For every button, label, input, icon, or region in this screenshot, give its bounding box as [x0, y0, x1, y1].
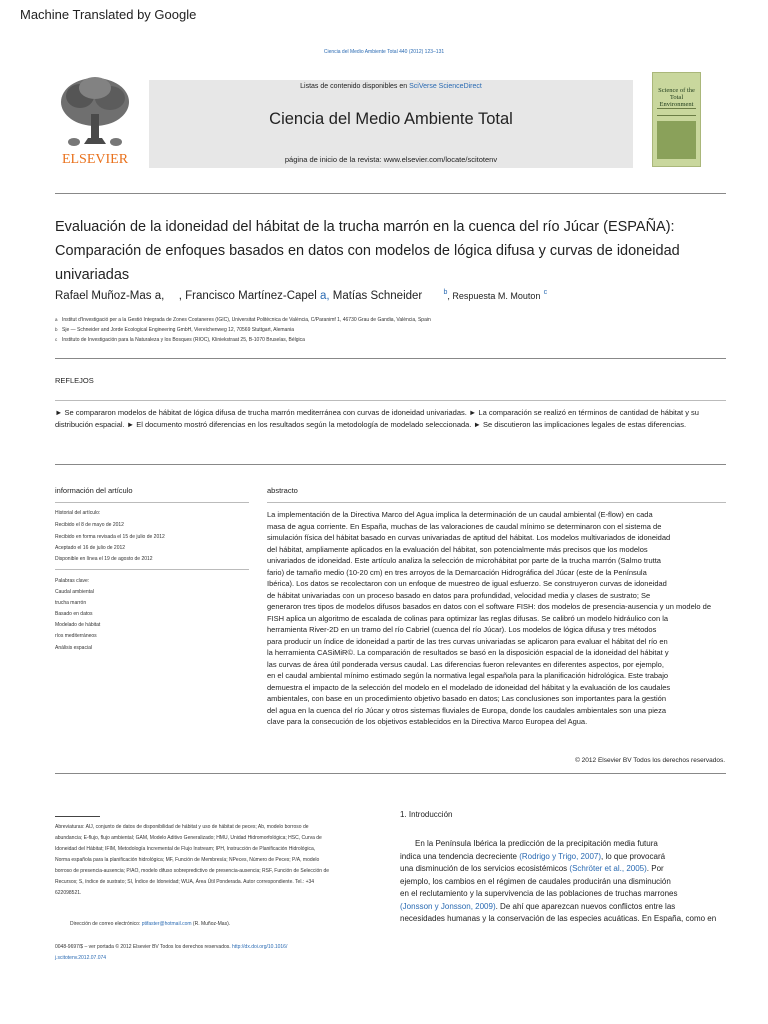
history-label: Historial del artículo:: [55, 510, 101, 516]
author-2-affiliation[interactable]: a,: [319, 289, 330, 302]
author-email-link[interactable]: ptifaster@hotmail.com: [141, 921, 192, 927]
author-3: Matías Schneider: [332, 289, 423, 302]
machine-translated-banner: Machine Translated by Google: [20, 7, 197, 22]
affiliation: c Instituto de Investigación para la Naturaleza y los Bosques (RIOC), Kliniekstraat 25, B-1070 Bruselas, Bélgica: [55, 337, 305, 343]
keyword: trucha marrón: [55, 600, 87, 606]
keywords-label: Palabras clave:: [55, 578, 90, 584]
article-title: Evaluación de la idoneidad del hábitat de la trucha marrón en la cuenca del río Júcar (ESPAÑA): Comparación de enfoques basados en datos con modelos de lógica difusa y curvas de idoneidad univariadas: [55, 219, 680, 283]
cover-image: [657, 121, 696, 159]
info-divider: [55, 502, 249, 503]
author-4-affiliation[interactable]: c: [543, 289, 548, 296]
affiliation: b Sje — Schneider and Jorde Ecological Engineering GmbH, Viereichenweg 12, 70569 Stuttgart, Alemania: [55, 327, 294, 333]
highlights-heading: REFLEJOS: [55, 376, 94, 385]
affiliation-divider: [55, 358, 726, 359]
history-item: Aceptado el 16 de julio de 2012: [55, 545, 126, 551]
history-item: Recibido el 8 de mayo de 2012: [55, 522, 124, 528]
journal-cover-thumbnail: [652, 72, 701, 167]
reference-link[interactable]: (Rodrigo y Trigo, 2007): [519, 851, 602, 861]
header-divider: [55, 193, 726, 194]
author-1: Rafael Muñoz-Mas a,: [55, 289, 165, 302]
doi-link[interactable]: http://dx.doi.org/10.1016/: [232, 944, 288, 950]
abstract-heading: abstracto: [267, 486, 298, 495]
author-list: [55, 289, 547, 302]
history-item: Disponible en línea el 19 de agosto de 2012: [55, 556, 153, 562]
author-4: , Respuesta M. Mouton: [447, 290, 541, 301]
abstract-divider: [267, 502, 726, 503]
keyword: Análisis espacial: [55, 645, 92, 651]
doi-footnote: 0048-9697/$ – ver portada © 2012 Elsevier BV Todos los derechos reservados. http://dx.doi.org/10.1016/ j.scitotenv.2012.07.074: [55, 944, 288, 961]
footnote-divider: [55, 816, 100, 817]
section-divider: [55, 464, 726, 465]
doi-link-continued[interactable]: j.scitotenv.2012.07.074: [55, 955, 107, 961]
keyword: ríos mediterráneos: [55, 633, 97, 639]
journal-homepage[interactable]: página de inicio de la revista: www.elsevier.com/locate/scitotenv: [284, 155, 498, 164]
journal-citation[interactable]: Ciencia del Medio Ambiente Total 440 (2012) 123–131: [323, 49, 445, 55]
email-footnote: Dirección de correo electrónico: ptifaster@hotmail.com (R. Muñoz-Mas).: [70, 921, 231, 927]
abbreviations-footnote: Abreviaturas: AIJ, conjunto de datos de disponibilidad de hábitat y uso de hábitat de peces; Ab, modelo borroso de abundancia; E-flujo, flujo ambiental; GAM, Modelo Aditivo Generalizado; HMU, Unidad Hidromorfológica; HSC, Curva de Idoneidad del Hábitat; IFIM, Metodología Incremental de Flujo Instream; IPH, Instrucción de Planificación Hidrológica, Norma española para la planificación hidrológica; MF, Función de Membresía; NPeces, Número de Peces; P/A, modelo borroso de presencia-ausencia; P/AO, modelo difuso sobrepredictivo de presencia-ausencia; RSF, Función de Selección de Recursos; S, índice de sustrato; SI, Índice de Idoneidad; WUA, Área Útil Ponderada. Autor correspondiente. Tel.: +34 622098521.: [55, 824, 330, 896]
cover-decoration: [657, 108, 696, 116]
history-item: Recibido en forma revisada el 15 de julio de 2012: [55, 534, 165, 540]
author-3-affiliation[interactable]: b: [443, 289, 448, 296]
journal-title: Ciencia del Medio Ambiente Total: [269, 110, 513, 128]
contents-availability: Listas de contenido disponibles en SciVerse ScienceDirect: [300, 83, 482, 90]
keyword: Caudal ambiental: [55, 589, 94, 595]
abstract-copyright: © 2012 Elsevier BV Todos los derechos reservados.: [575, 757, 725, 764]
elsevier-logo-icon: [54, 72, 136, 168]
abstract-text: La implementación de la Directiva Marco del Agua implica la determinación de un caudal ambiental (E-flow) en cada masa de agua corriente. En España, muchas de las valoraciones de caudal mínimo se determinaron con el sistema de simulación física del hábitat basado en curvas univariadas de aptitud del hábitat. Los modelos multivariados de idoneidad del hábitat, ampliamente aplicados en la evaluación del hábitat, son potencialmente más precisos que los modelos univariados de idoneidad. Este artículo analiza la selección de microhábitat por parte de la trucha marrón (Salmo trutta fario) de tamaño medio (10-20 cm) en tres arroyos de la Demarcación Hidrográfica del Júcar (este de la Península Ibérica). Los datos se recolectaron con un enfoque de muestreo de igual esfuerzo. Se construyeron curvas de idoneidad de hábitat univariadas con un proceso basado en datos para profundidad, velocidad media y clases de sustrato; Se generaron tres tipos de modelos difusos basados en datos con el software FISH: dos modelos de presencia-ausencia y un modelo de FISH aplica un algoritmo de escalada de colinas para optimizar las reglas difusas. Se calibró un modelo hidráulico con la herramienta River-2D en un tramo del río Cabriel (cuenca del río Júcar). Los modelos de lógica difusa y tres métodos para producir un índice de idoneidad a partir de las tres curvas univariadas se aplicaron para evaluar el hábitat del río en la herramienta CASiMiR©. La comparación de resultados se basó en la disposición espacial de la idoneidad del hábitat y las curvas de área útil ponderada versus caudal. Las diferencias fueron relevantes en diferentes aspectos, por ejemplo, en el caudal ambiental mínimo estimado según la normativa legal española para la planificación hidrológica. Este trabajo demuestra el impacto de la selección del modelo en el modelado de idoneidad del hábitat y la evaluación de los caudales ambientales, con base en un procedimiento objetivo basado en datos; Las conclusiones son importantes para la gestión del agua en la cuenca del río Júcar y otros sistemas fluviales de Europa, donde los caudales ambientales son una pieza clave para la consecución de los objetivos establecidos en la Directiva Marco Europea del Agua.: [267, 510, 712, 726]
article-info-heading: información del artículo: [55, 486, 133, 495]
highlights-divider: [55, 400, 726, 401]
introduction-heading: 1. Introducción: [400, 810, 453, 819]
author-2: , Francisco Martínez-Capel: [178, 289, 317, 302]
publisher-wordmark: ELSEVIER: [61, 152, 129, 167]
sciencedirect-link[interactable]: SciVerse ScienceDirect: [409, 83, 482, 90]
affiliation: a Institut d'Investigació per a la Gestió Integrada de Zones Costaneres (IGIC), Universitat Politècnica de València, C/Paranimf 1, 46730 Grau de Gandia, València, Spain: [55, 317, 431, 323]
reference-link[interactable]: (Jonsson y Jonsson, 2009): [400, 901, 496, 911]
keywords-divider: [55, 569, 249, 570]
keyword: Basado en datos: [55, 611, 93, 617]
highlights-text: ► Se compararon modelos de hábitat de lógica difusa de trucha marrón mediterránea con curvas de idoneidad univariadas. ► La comparación se realizó en términos de cantidad de hábitat y su distribución espacial. ► El documento mostró diferencias en los resultados según la metodología de modelado seleccionada. ► Se discutieron las implicaciones legales de estas diferencias.: [55, 408, 699, 429]
abstract-end-divider: [55, 773, 726, 774]
introduction-text: En la Península Ibérica la predicción de la precipitación media futura indica una tendencia decreciente (Rodrigo y Trigo, 2007), lo que provocará una disminución de los servicios ecosistémicos (Schröter et al., 2005). Por ejemplo, los cambios en el régimen de caudales producirán una disminución en el reclutamiento y la supervivencia de las poblaciones de truchas marrones (Jonsson y Jonsson, 2009). De ahí que aparezcan nuevos conflictos entre las necesidades humanas y la conservación de las especies acuáticas. En España, como en: [400, 839, 717, 923]
keyword: Modelado de hábitat: [55, 622, 101, 628]
cover-title: Science of the Total Environment: [658, 87, 695, 108]
reference-link[interactable]: (Schröter et al., 2005): [569, 864, 647, 873]
